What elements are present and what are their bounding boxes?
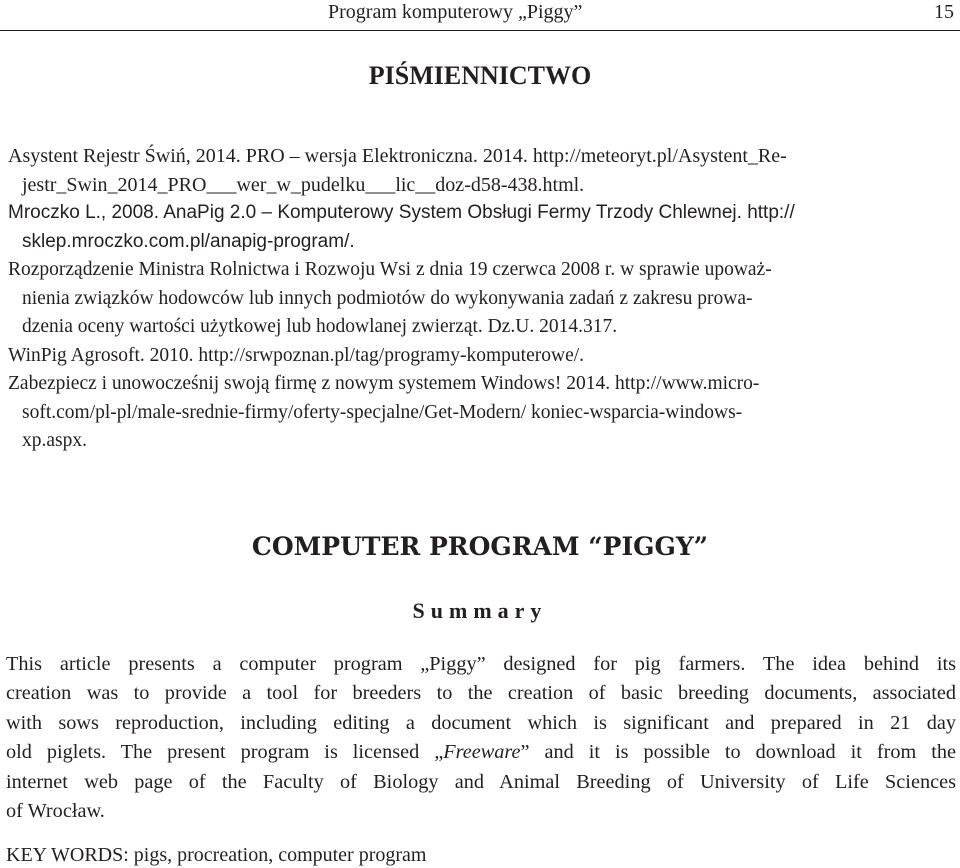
reference-item: [8, 256, 956, 342]
references-list: [8, 142, 956, 456]
abstract-line: of Wrocław.: [6, 800, 105, 823]
summary-heading: Summary: [412, 598, 548, 623]
page-number: 15: [934, 1, 954, 23]
reference-item: [8, 370, 956, 456]
reference-line: Asystent Rejestr Świń, 2014. PRO – wersja Elektroniczna. 2014. http://meteoryt.pl/Asystent_Re-: [8, 145, 787, 167]
reference-line: soft.com/pl-pl/male-srednie-firmy/oferty-specjalne/Get-Modern/ koniec-wsparcia-windows-: [22, 401, 743, 423]
reference-line: WinPig Agrosoft. 2010. http://srwpoznan.pl/tag/programy-komputerowe/.: [8, 344, 585, 366]
abstract-line: with sows reproduction, including editing a document which is significant and prepared in 21 day: [6, 711, 956, 734]
reference-line: sklep.mroczko.com.pl/anapig-program/.: [22, 230, 355, 252]
reference-item: [8, 199, 956, 256]
reference-line: Rozporządzenie Ministra Rolnictwa i Rozwoju Wsi z dnia 19 czerwca 2008 r. w sprawie upoważ-: [8, 259, 772, 280]
page-header: [0, 0, 960, 31]
abstract-paragraph: [6, 650, 956, 826]
abstract-line: old piglets. The present program is licensed „Freeware” and it is possible to download it from the: [6, 741, 956, 764]
english-title: COMPUTER PROGRAM “PIGGY”: [251, 532, 709, 561]
reference-line: xp.aspx.: [22, 430, 87, 451]
reference-line: jestr_Swin_2014_PRO___wer_w_pudelku___lic__doz-d58-438.html.: [22, 173, 585, 196]
running-title: Program komputerowy „Piggy”: [328, 1, 583, 23]
reference-line: Zabezpiecz i unowocześnij swoją firmę z nowym systemem Windows! 2014. http://www.micro-: [8, 373, 760, 394]
reference-line: dzenia oceny wartości użytkowej lub hodowlanej zwierząt. Dz.U. 2014.317.: [22, 316, 618, 337]
reference-item: [8, 342, 956, 371]
keywords: KEY WORDS: pigs, procreation, computer program: [6, 844, 427, 866]
abstract-line: This article presents a computer program „Piggy” designed for pig farmers. The idea behind its: [6, 653, 956, 675]
abstract-line: creation was to provide a tool for breeders to the creation of basic breeding documents, associated: [6, 682, 956, 705]
reference-item: [8, 142, 956, 199]
reference-line: nienia związków hodowców lub innych podmiotów do wykonywania zadań z zakresu prowa-: [22, 287, 753, 309]
references-title: PIŚMIENNICTWO: [368, 61, 592, 90]
reference-line: Mroczko L., 2008. AnaPig 2.0 – Komputerowy System Obsługi Fermy Trzody Chlewnej. http://: [8, 202, 795, 223]
abstract-line: internet web page of the Faculty of Biology and Animal Breeding of University of Life Sciences: [6, 770, 956, 793]
